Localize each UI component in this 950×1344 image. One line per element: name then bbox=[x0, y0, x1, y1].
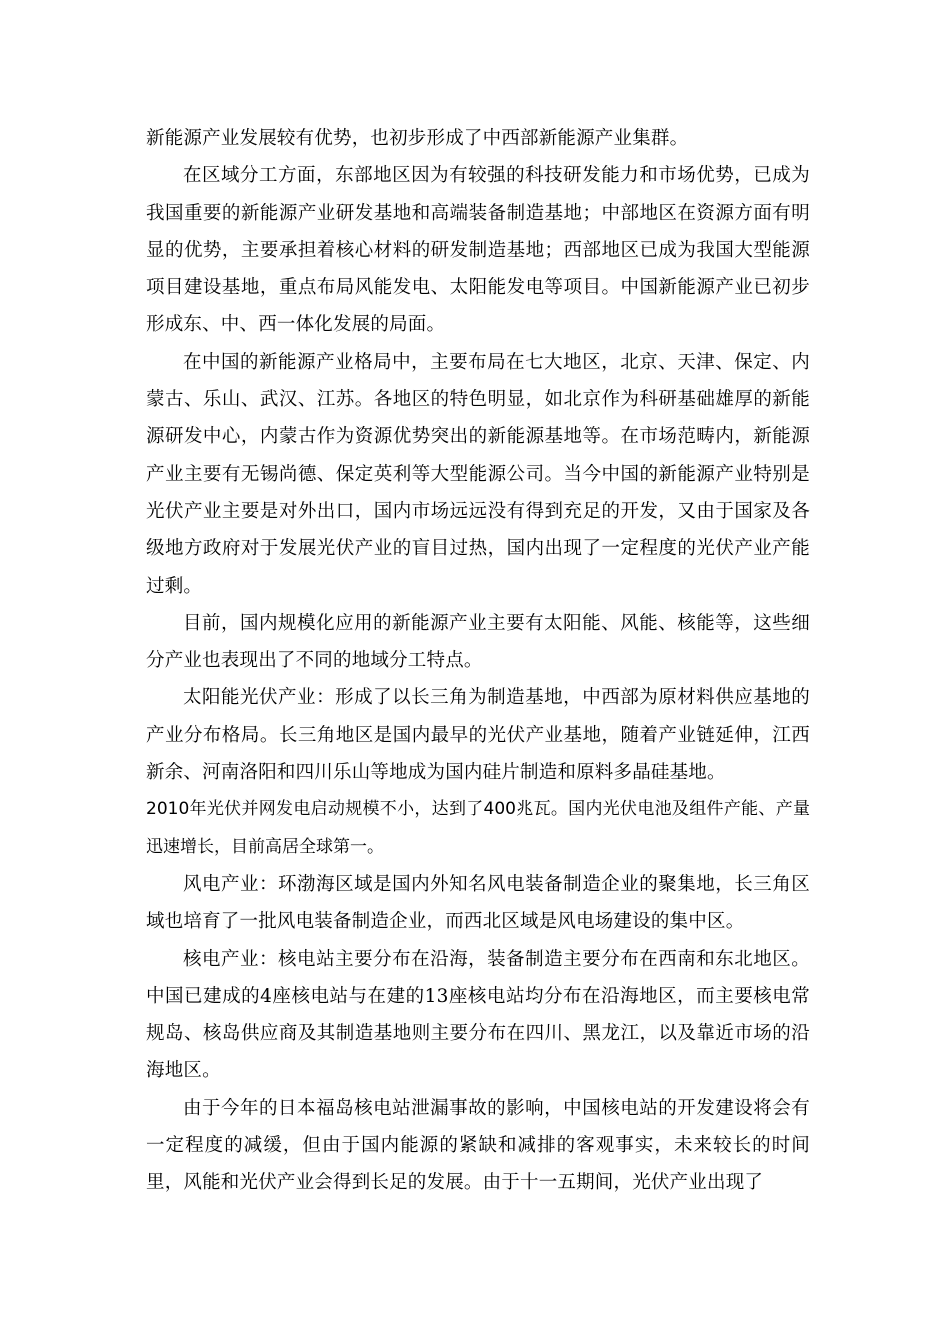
paragraph-solar-pv: 太阳能光伏产业：形成了以长三角为制造基地，中西部为原材料供应基地的产业分布格局。长三角地区是国内最早的光伏产业基地，随着产业链延伸，江西新余、河南洛阳和四川乐山等地成为国内硅片制造和原料多晶硅基地。 bbox=[146, 687, 810, 784]
document-body bbox=[146, 120, 810, 1202]
paragraph-pv-2010: 2010年光伏并网发电启动规模不小，达到了400兆瓦。国内光伏电池及组件产能、产量迅速增长，目前高居全球第一。 bbox=[146, 799, 810, 857]
paragraph-regional-division: 在区域分工方面，东部地区因为有较强的科技研发能力和市场优势，已成为我国重要的新能源产业研发基地和高端装备制造基地；中部地区在资源方面有明显的优势，主要承担着核心材料的研发制造基地；西部地区已成为我国大型能源项目建设基地，重点布局风能发电、太阳能发电等项目。中国新能源产业已初步形成东、中、西一体化发展的局面。 bbox=[146, 165, 810, 336]
paragraph-wind-power: 风电产业：环渤海区域是国内外知名风电装备制造企业的聚集地，长三角区域也培育了一批风电装备制造企业，而西北区域是风电场建设的集中区。 bbox=[146, 873, 810, 933]
paragraph-industry-layout: 在中国的新能源产业格局中，主要布局在七大地区，北京、天津、保定、内蒙古、乐山、武汉、江苏。各地区的特色明显，如北京作为科研基础雄厚的新能源研发中心，内蒙古作为资源优势突出的新能源基地等。在市场范畴内，新能源产业主要有无锡尚德、保定英利等大型能源公司。当今中国的新能源产业特别是光伏产业主要是对外出口，国内市场远远没有得到充足的开发，又由于国家及各级地方政府对于发展光伏产业的盲目过热，国内出现了一定程度的光伏产业产能过剩。 bbox=[146, 351, 810, 597]
paragraph-subsectors: 目前，国内规模化应用的新能源产业主要有太阳能、风能、核能等，这些细分产业也表现出了不同的地域分工特点。 bbox=[146, 612, 810, 672]
paragraph-fukushima-impact: 由于今年的日本福岛核电站泄漏事故的影响，中国核电站的开发建设将会有一定程度的减缓，但由于国内能源的紧缺和减排的客观事实，未来较长的时间里，风能和光伏产业会得到长足的发展。由于十一五期间，光伏产业出现了 bbox=[146, 1097, 810, 1194]
paragraph-continuation: 新能源产业发展较有优势，也初步形成了中西部新能源产业集群。 bbox=[146, 128, 689, 149]
paragraph-nuclear-power: 核电产业：核电站主要分布在沿海，装备制造主要分布在西南和东北地区。中国已建成的4座核电站与在建的13座核电站均分布在沿海地区，而主要核电常规岛、核岛供应商及其制造基地则主要分布在四川、黑龙江，以及靠近市场的沿海地区。 bbox=[146, 948, 810, 1082]
